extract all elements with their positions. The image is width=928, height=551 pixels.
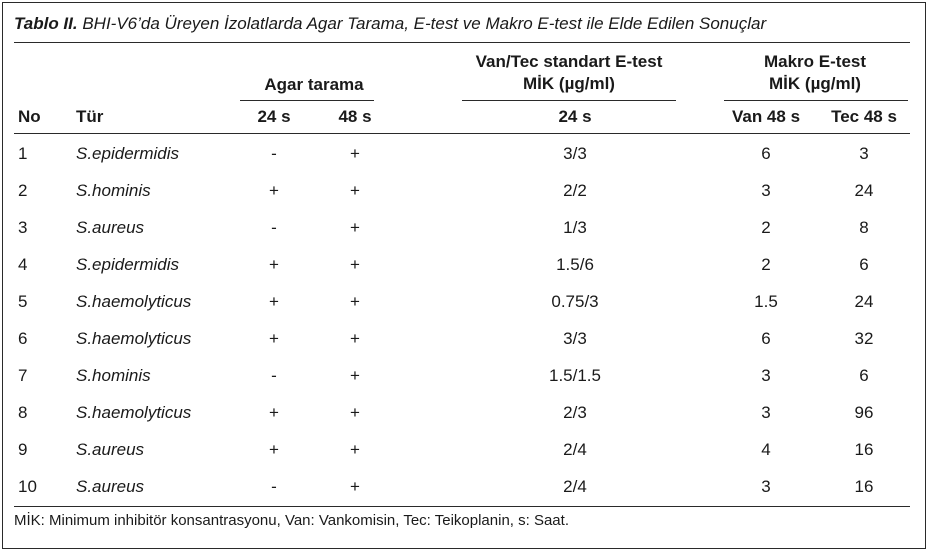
table-cell-agar-24s: + — [269, 255, 279, 274]
table-cell-van-48s: 2 — [761, 218, 771, 237]
top-rule — [14, 42, 910, 43]
table-cell-species: S.epidermidis — [76, 255, 179, 274]
table-cell-etest: 0.75/3 — [551, 292, 599, 311]
table-cell-agar-48s: + — [350, 477, 360, 496]
table-cell-species: S.aureus — [76, 218, 145, 237]
table-cell-agar-48s: + — [350, 440, 360, 459]
table-cell-etest: 3/3 — [563, 329, 587, 348]
table-cell-agar-24s: + — [269, 403, 279, 422]
table-cell-no: 2 — [18, 181, 28, 200]
group-underline-makro — [724, 100, 908, 101]
table-cell-species: S.hominis — [76, 366, 151, 385]
column-header-agar-48s: 48 s — [338, 107, 372, 126]
table-cell-no: 9 — [18, 440, 28, 459]
table-cell-tec-48s: 6 — [859, 366, 869, 385]
table-cell-agar-48s: + — [350, 292, 360, 311]
table-cell-van-48s: 1.5 — [754, 292, 778, 311]
table-cell-agar-48s: + — [350, 255, 360, 274]
column-header-tec-48s: Tec 48 s — [831, 107, 897, 126]
table-cell-van-48s: 6 — [761, 329, 771, 348]
header-bottom-rule — [14, 133, 910, 134]
table-cell-van-48s: 6 — [761, 144, 771, 163]
table-cell-species: S.hominis — [76, 181, 151, 200]
group-header-vantec-line1: Van/Tec standart E-test — [475, 52, 663, 71]
group-header-agar: Agar tarama — [264, 75, 364, 94]
table-cell-tec-48s: 24 — [854, 181, 874, 200]
table-cell-agar-48s: + — [350, 329, 360, 348]
table-cell-no: 5 — [18, 292, 28, 311]
table-cell-species: S.epidermidis — [76, 144, 179, 163]
group-header-makro-line2: MİK (µg/ml) — [769, 74, 861, 93]
table-cell-no: 3 — [18, 218, 28, 237]
table-cell-species: S.haemolyticus — [76, 329, 192, 348]
table-cell-agar-24s: + — [269, 181, 279, 200]
table-cell-no: 4 — [18, 255, 28, 274]
table-cell-etest: 2/4 — [563, 440, 587, 459]
body-bottom-rule — [14, 506, 910, 507]
table-cell-van-48s: 3 — [761, 366, 771, 385]
table-cell-no: 6 — [18, 329, 28, 348]
table-cell-etest: 2/2 — [563, 181, 587, 200]
table-cell-species: S.haemolyticus — [76, 403, 192, 422]
table-cell-agar-24s: - — [271, 144, 277, 163]
table-cell-species: S.aureus — [76, 477, 145, 496]
column-header-no: No — [18, 107, 41, 126]
table-cell-species: S.haemolyticus — [76, 292, 192, 311]
table-caption — [14, 14, 766, 34]
table-cell-agar-24s: - — [271, 477, 277, 496]
table-cell-etest: 1.5/1.5 — [549, 366, 601, 385]
table-cell-agar-48s: + — [350, 181, 360, 200]
table-cell-agar-48s: + — [350, 144, 360, 163]
table-cell-tec-48s: 16 — [854, 440, 874, 459]
table-cell-etest: 2/3 — [563, 403, 587, 422]
column-header-van-48s: Van 48 s — [731, 107, 801, 126]
table-cell-agar-48s: + — [350, 218, 360, 237]
table-cell-van-48s: 3 — [761, 477, 771, 496]
table-cell-van-48s: 3 — [761, 403, 771, 422]
table-cell-etest: 3/3 — [563, 144, 587, 163]
caption-text: BHI-V6’da Üreyen İzolatlarda Agar Tarama, E-test ve Makro E-test ile Elde Edilen Sonuçlar — [82, 14, 767, 33]
table-cell-agar-24s: + — [269, 292, 279, 311]
table-cell-van-48s: 2 — [761, 255, 771, 274]
table-cell-tec-48s: 16 — [854, 477, 874, 496]
table-cell-agar-24s: + — [269, 440, 279, 459]
column-header-agar-24s: 24 s — [257, 107, 291, 126]
table-cell-agar-48s: + — [350, 366, 360, 385]
table-cell-no: 1 — [18, 144, 28, 163]
group-underline-agar — [240, 100, 374, 101]
table-cell-tec-48s: 8 — [859, 218, 869, 237]
table-footnote: MİK: Minimum inhibitör konsantrasyonu, Van: Vankomisin, Tec: Teikoplanin, s: Saat. — [14, 512, 569, 529]
table-cell-etest: 1/3 — [563, 218, 587, 237]
column-header-etest-24s: 24 s — [558, 107, 592, 126]
table-cell-etest: 2/4 — [563, 477, 587, 496]
table-cell-agar-48s: + — [350, 403, 360, 422]
table-cell-agar-24s: - — [271, 366, 277, 385]
table-cell-agar-24s: - — [271, 218, 277, 237]
group-underline-vantec — [462, 100, 676, 101]
table-cell-etest: 1.5/6 — [556, 255, 594, 274]
table-cell-tec-48s: 3 — [859, 144, 869, 163]
group-header-vantec-line2: MİK (µg/ml) — [523, 74, 615, 93]
group-header-makro-line1: Makro E-test — [763, 52, 867, 71]
table-cell-species: S.aureus — [76, 440, 145, 459]
table-cell-tec-48s: 96 — [854, 403, 874, 422]
table-cell-tec-48s: 32 — [854, 329, 874, 348]
table-cell-tec-48s: 24 — [854, 292, 874, 311]
table-cell-agar-24s: + — [269, 329, 279, 348]
table-cell-van-48s: 4 — [761, 440, 771, 459]
table-cell-no: 8 — [18, 403, 28, 422]
table-cell-no: 7 — [18, 366, 28, 385]
table-cell-no: 10 — [18, 477, 37, 496]
column-header-tur: Tür — [76, 107, 104, 126]
caption-label: Tablo II. — [14, 14, 78, 33]
table-cell-van-48s: 3 — [761, 181, 771, 200]
table-cell-tec-48s: 6 — [859, 255, 869, 274]
